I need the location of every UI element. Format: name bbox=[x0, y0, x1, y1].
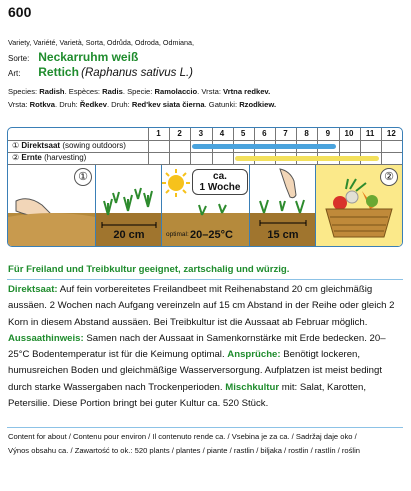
picture-sowing bbox=[8, 165, 96, 247]
species-text-segment: Radish bbox=[39, 87, 65, 96]
row-note: (sowing outdoors) bbox=[62, 141, 126, 150]
species-text-segment: Red'kev siata čierna bbox=[131, 100, 205, 109]
species-text-segment: . Druh: bbox=[106, 100, 132, 109]
plant-spacing-label: 15 cm bbox=[267, 229, 299, 241]
vegetable-basket-icon bbox=[316, 165, 402, 247]
art-label: Art: bbox=[8, 69, 21, 78]
species-translations-line-1 bbox=[8, 87, 270, 96]
species-row bbox=[8, 65, 193, 79]
picture-row-spacing bbox=[96, 165, 162, 247]
row-label: Ernte bbox=[21, 153, 42, 162]
variety-languages-line: Variety, Variété, Varietà, Sorta, Odrůda, Odroda, Odmiana, bbox=[8, 38, 195, 47]
row-label: Direktsaat bbox=[21, 141, 61, 150]
divider-bottom bbox=[7, 427, 403, 428]
instruction-text: mit: Salat, Karotten, Petersilie. Diese Portion bringt bei guter Kultur ca. 520 Stück. bbox=[8, 381, 366, 410]
species-text-segment: Species: bbox=[8, 87, 40, 96]
instruction-pictures bbox=[8, 165, 402, 247]
step-two-badge: ② bbox=[380, 168, 398, 186]
species-text-segment: Ředkev bbox=[79, 100, 107, 109]
sowing-calendar bbox=[7, 127, 403, 247]
species-text-segment: . Gatunki: bbox=[204, 100, 240, 109]
month-label: 8 bbox=[304, 129, 309, 138]
product-heading: Für Freiland und Treibkultur geeignet, zartschalig und würzig. bbox=[8, 264, 290, 275]
row-number: ① bbox=[12, 141, 20, 150]
sorte-label: Sorte: bbox=[8, 54, 30, 63]
scientific-name: (Raphanus sativus L.) bbox=[81, 67, 194, 79]
picture-germination bbox=[162, 165, 250, 247]
month-label: 1 bbox=[156, 129, 161, 138]
instruction-text: Benötigt lockeren, humusreichen Boden und gleichmäßige Wasserversorgung. Aufplatzen ist meist bedingt durch starke Wassergaben nach Trockenperioden. bbox=[8, 349, 383, 393]
species-text-segment: Vrsta: bbox=[8, 100, 30, 109]
section-keyword: Mischkultur bbox=[225, 381, 280, 393]
species-text-segment: . Specie: bbox=[122, 87, 155, 96]
month-label: 2 bbox=[177, 129, 182, 138]
picture-thinning bbox=[250, 165, 316, 247]
packet-number: 600 bbox=[8, 4, 32, 20]
species-text-segment: Radis bbox=[102, 87, 123, 96]
month-label: 5 bbox=[240, 129, 246, 138]
optimal-temperature: 20–25°C bbox=[190, 229, 233, 241]
species-text-segment: Rotkva bbox=[29, 100, 55, 109]
species-text-segment: Vrtna redkev. bbox=[223, 87, 271, 96]
picture-harvest bbox=[316, 165, 402, 247]
content-yield-line-1: Content for about / Contenu pour environ / Il contenuto rende ca. / Vsebina je za ca. / Sadržaj daje oko / bbox=[8, 432, 357, 441]
optimal-label: optimal: bbox=[166, 231, 189, 238]
species-text-segment: Ramolaccio bbox=[154, 87, 198, 96]
month-label: 12 bbox=[386, 129, 396, 138]
species-text-segment: . Espèces: bbox=[64, 87, 103, 96]
divider-top bbox=[7, 279, 403, 280]
species-text-segment: Rzodkiew. bbox=[239, 100, 277, 109]
section-keyword: Direktsaat: bbox=[8, 284, 58, 295]
instruction-text: Samen nach der Aussaat in Samenkornstärke mit Erde bedecken. 20–25°C Bodentemperatur ist für die Keimung optimal. bbox=[8, 332, 386, 361]
step-one-badge: ① bbox=[74, 168, 92, 186]
row-spacing-label: 20 cm bbox=[113, 229, 145, 241]
section-keyword: Aussaathinweis: bbox=[8, 332, 84, 344]
species-text-segment: . Vrsta: bbox=[197, 87, 224, 96]
month-label: 4 bbox=[219, 129, 225, 138]
species-text-segment: . Druh: bbox=[55, 100, 80, 109]
calendar-row-sowing bbox=[8, 140, 402, 152]
variety-row bbox=[8, 50, 138, 64]
month-label: 11 bbox=[365, 129, 375, 138]
row-note: (harvesting) bbox=[44, 153, 87, 162]
month-label: 3 bbox=[198, 129, 204, 138]
variety-name: Neckarruhm weiß bbox=[38, 50, 139, 64]
month-label: 7 bbox=[283, 129, 288, 138]
month-label: 6 bbox=[262, 129, 267, 138]
section-keyword: Ansprüche: bbox=[227, 349, 281, 361]
species-translations-line-2 bbox=[8, 100, 276, 109]
time-bubble: ca. 1 Woche bbox=[192, 169, 248, 195]
calendar-row-harvest bbox=[8, 152, 402, 164]
month-label: 9 bbox=[325, 129, 331, 138]
instruction-text: Auf fein vorbereitetes Freilandbeet mit Reihenabstand 20 cm gleichmäßig aussäen. 2 Wochen nach Aufgang vereinzeln auf 15 cm Abstand in der Reihe oder gleich 2 Korn in diesem Abstand aussäen. Bei Treibkultur ist die Aussaat ab Februar möglich. bbox=[8, 284, 395, 328]
species-name: Rettich bbox=[38, 65, 79, 79]
hand-sowing-icon bbox=[8, 165, 96, 247]
month-label: 10 bbox=[344, 129, 354, 138]
growing-instructions bbox=[8, 282, 404, 412]
row-number: ② bbox=[12, 153, 20, 162]
content-yield-line-2: Výnos obsahu ca. / Zawartość to ok.: 520 plants / plantes / piante / rastlin / biljaka / rostlin / rastlín / roślin bbox=[8, 446, 361, 455]
